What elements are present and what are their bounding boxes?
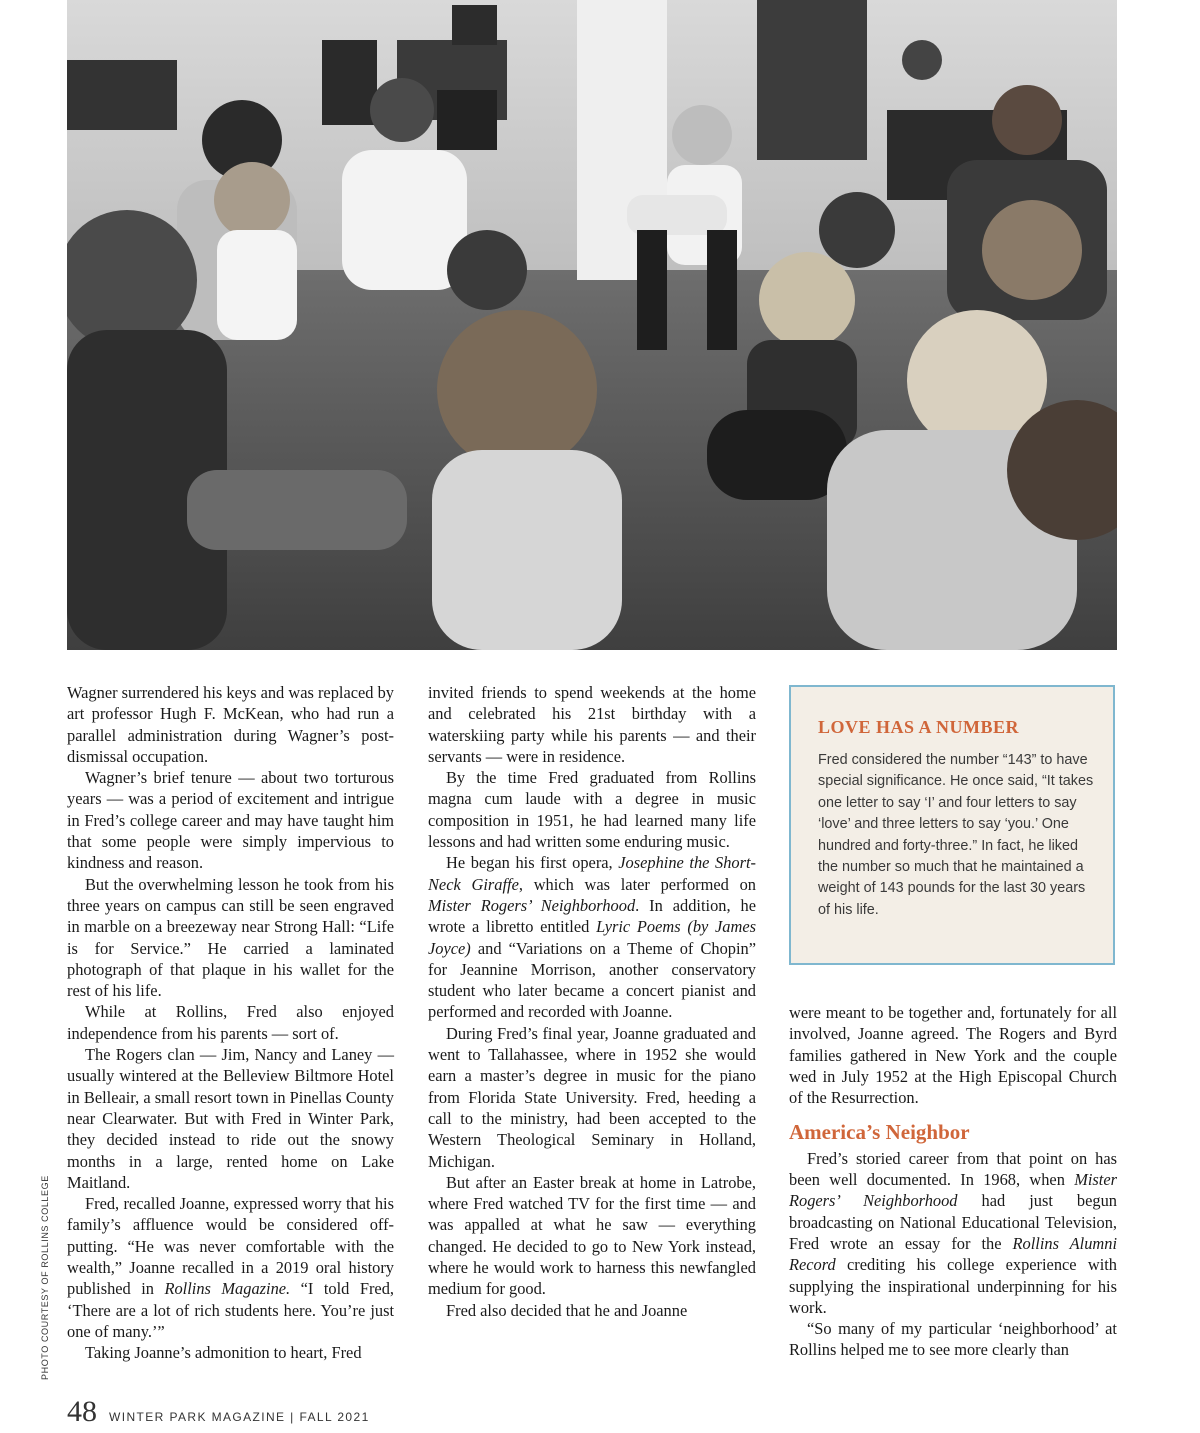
- paragraph: But after an Easter break at home in Latrobe, where Fred watched TV for the first time — and was appalled at what he saw — everything changed. He decided to go to New York instead, where he would work to harness this newfangled medium for good.: [428, 1172, 756, 1299]
- paragraph: During Fred’s final year, Joanne graduated and went to Tallahassee, where in 1952 she would earn a master’s degree in music for the piano from Florida State University. Fred, heeding a call to the ministry, had been accepted to the Western Theological Seminary in Holland, Michigan.: [428, 1023, 756, 1171]
- paragraph-text: had just begun broadcasting on National Educational Television, Fred wrote an essay for the: [789, 1191, 1117, 1253]
- paragraph: [789, 1148, 1117, 1318]
- article-column-1: [67, 682, 394, 1364]
- paragraph-text: , which was later performed on: [518, 874, 757, 894]
- italic-title: Josephine the Short-Neck Giraffe: [428, 853, 756, 894]
- paragraph-text: “I told Fred, ‘There are a lot of rich students here. You’re just one of many.’”: [67, 1279, 395, 1341]
- paragraph-text: . In addition, he wrote a libretto entitled: [428, 895, 756, 937]
- page-footer: [67, 1395, 370, 1429]
- article-column-3: [789, 1002, 1117, 1361]
- paragraph: [67, 1193, 394, 1342]
- paragraph: The Rogers clan — Jim, Nancy and Laney — usually wintered at the Belleview Biltmore Hotel in Belleair, a small resort town in Pinellas County near Clearwater. But with Fred in Winter Park, they decided instead to ride out the snowy months in a large, rented home on Lake Maitland.: [67, 1045, 394, 1192]
- paragraph: But the overwhelming lesson he took from his three years on campus can still be seen engraved in marble on a breezeway near Strong Hall: “Life is for Service.” He carried a laminated photograph of that plaque in his wallet for the rest of his life.: [67, 874, 394, 1001]
- paragraph: While at Rollins, Fred also enjoyed independence from his parents — sort of.: [67, 1002, 394, 1043]
- paragraph-text: Fred, recalled Joanne, expressed worry that his family’s affluence would be considered off-putting. “He was never comfortable with the wealth,” Joanne recalled in a 2019 oral history published in: [67, 1194, 394, 1299]
- paragraph-text: Fred’s storied career from that point on has been well documented. In 1968, when: [789, 1148, 1117, 1190]
- classroom-photo: [67, 0, 1117, 650]
- article-column-2: [428, 682, 756, 1321]
- sidebar-title: LOVE HAS A NUMBER: [818, 717, 1020, 737]
- paragraph: were meant to be together and, fortunately for all involved, Joanne agreed. The Rogers and Byrd families gathered in New York and the couple wed in July 1952 at the High Episcopal Church of the Resurrection.: [789, 1003, 1117, 1108]
- paragraph-text: crediting his college experience with supplying the inspirational underpinning for his work.: [789, 1255, 1117, 1317]
- photo-illustration: [67, 0, 1117, 650]
- paragraph: Fred also decided that he and Joanne: [446, 1300, 688, 1320]
- photo-credit: PHOTO COURTESY OF ROLLINS COLLEGE: [40, 1175, 50, 1380]
- paragraph: [428, 852, 756, 1022]
- paragraph-text: He began his first opera,: [446, 853, 619, 873]
- page-number: 48: [67, 1395, 97, 1428]
- paragraph: invited friends to spend weekends at the home and celebrated his 21st birthday with a waterskiing party while his parents — and their servants — were in residence.: [428, 683, 756, 766]
- italic-title: Lyric Poems (by James Joyce): [428, 917, 756, 958]
- sidebar-box: [789, 685, 1115, 965]
- paragraph: Taking Joanne’s admonition to heart, Fred: [85, 1343, 362, 1363]
- italic-title: Mister Rogers’ Neighborhood: [789, 1170, 1117, 1211]
- publication-line: WINTER PARK MAGAZINE | FALL 2021: [109, 1410, 370, 1424]
- italic-title: Rollins Magazine.: [164, 1279, 291, 1299]
- sidebar-body: Fred considered the number “143” to have special significance. He once said, “It takes one letter to say ‘I’ and four letters to say ‘love’ and three letters to say ‘you.’ One hundred and forty-three.” In fact, he liked the number so much that he maintained a weight of 143 pounds for the last 30 years of his life.: [818, 752, 1094, 918]
- italic-title: Rollins Alumni Record: [789, 1233, 1117, 1275]
- paragraph: By the time Fred graduated from Rollins magna cum laude with a degree in music composition in 1951, he had learned many life lessons and had written some enduring music.: [428, 768, 756, 852]
- paragraph: Wagner’s brief tenure — about two torturous years — was a period of excitement and intrigue in Fred’s college career and may have taught him that some people were simply impervious to kindness and reason.: [67, 768, 394, 873]
- paragraph-text: and “Variations on a Theme of Chopin” for Jeannine Morrison, another conservatory student who later became a concert pianist and performed and recorded with Joanne.: [428, 938, 756, 1022]
- italic-title: Mister Rogers’ Neighborhood: [428, 895, 636, 915]
- paragraph: Wagner surrendered his keys and was replaced by art professor Hugh F. McKean, who had run a parallel administration during Wagner’s post-dismissal occupation.: [67, 683, 394, 766]
- paragraph: “So many of my particular ‘neighborhood’ at Rollins helped me to see more clearly than: [789, 1319, 1117, 1360]
- section-heading: America’s Neighbor: [789, 1120, 970, 1145]
